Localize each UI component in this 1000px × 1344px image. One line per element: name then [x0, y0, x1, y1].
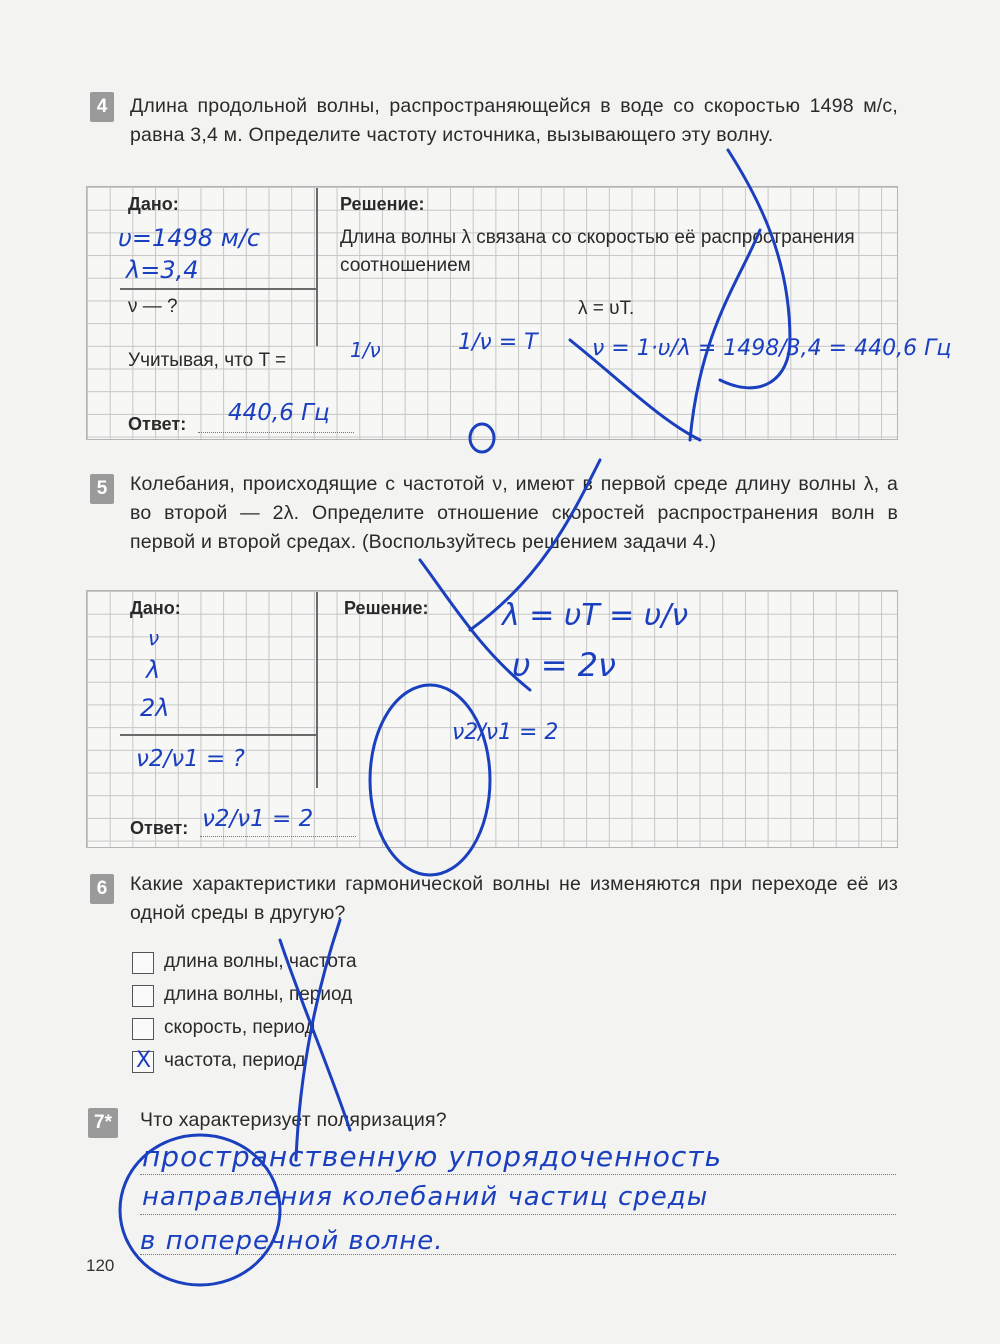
task-4-formula: λ = υT.	[578, 298, 635, 319]
task-5-answer-value: ν2/ν1 = 2	[202, 806, 314, 832]
task-7-answer-line-3-text: в поперечной волне.	[140, 1226, 444, 1256]
task-7-answer-line-1	[140, 1174, 896, 1175]
task-5-given-underline	[120, 734, 318, 736]
option-4-label: частота, период	[164, 1050, 306, 1071]
option-2-checkbox[interactable]	[132, 985, 154, 1007]
task-5-question: Колебания, происходящие с частотой ν, имеют в первой среде длину волны λ, а во второй — 2λ. Определите отношение скоростей распространения волн в первой и второй средах. (Воспользуйтесь решением задачи 4.)	[130, 473, 898, 553]
task-7-question: Что характеризует поляризация?	[140, 1109, 447, 1131]
task-5-given-wavelength-2: 2λ	[140, 694, 170, 722]
task-7-answer-line-2-text: направления колебаний частиц среды	[142, 1182, 709, 1212]
option-4-check-mark: X	[136, 1048, 152, 1073]
task-5-given-frequency: ν	[148, 626, 160, 650]
task-4-given-wavelength: λ=3,4	[126, 256, 199, 284]
task-5-answer-line	[200, 836, 356, 837]
task-7-answer-line-1-text: пространственную упорядоченность	[142, 1140, 723, 1173]
task-5-given-label: Дано:	[130, 598, 181, 618]
task-5-unknown: ν2/ν1 = ?	[136, 746, 245, 772]
task-4-calculation: ν = 1·υ/λ = 1498/3,4 = 440,6 Гц	[592, 336, 952, 361]
task-4-given-label: Дано:	[128, 194, 179, 214]
option-3-checkbox[interactable]	[132, 1018, 154, 1040]
task-7-badge: 7*	[88, 1108, 118, 1138]
task-4-inverse-relation: 1/ν = T	[458, 330, 538, 355]
task-4-solution-label: Решение:	[340, 194, 425, 214]
task-4-divider	[316, 188, 318, 346]
task-5-divider	[316, 592, 318, 788]
task-6-badge: 6	[90, 874, 114, 904]
page-number: 120	[86, 1256, 115, 1275]
task-4-given-underline	[120, 288, 318, 290]
task-5-answer-label: Ответ:	[130, 818, 189, 838]
option-3-label: скорость, период	[164, 1017, 316, 1038]
task-4-answer-value: 440,6 Гц	[228, 400, 330, 426]
task-4-answer-line	[198, 432, 354, 433]
task-5-ratio: ν2/ν1 = 2	[452, 720, 559, 745]
option-2-label: длина волны, период	[164, 984, 353, 1005]
task-4-question: Длина продольной волны, распространяющейся в воде со скоростью 1498 м/с, равна 3,4 м. Определите частоту источника, вызывающего эту волну.	[130, 95, 898, 146]
task-4-solution-text: Длина волны λ связана со скоростью её распространения соотношением	[340, 227, 855, 276]
task-4-considering: Учитывая, что T =	[128, 350, 287, 371]
task-4-answer-label: Ответ:	[128, 414, 187, 434]
task-5-solution-line-2: υ = 2ν	[512, 646, 616, 684]
task-5-badge: 5	[90, 474, 114, 504]
task-6-question: Какие характеристики гармонической волны не изменяются при переходе её из одной среды в другую?	[130, 873, 898, 924]
task-5-solution-line-1: λ = υT = υ/ν	[502, 598, 689, 633]
task-4-unknown: ν — ?	[128, 296, 178, 317]
option-1-checkbox[interactable]	[132, 952, 154, 974]
task-7-answer-line-2	[140, 1214, 896, 1215]
task-5-given-wavelength-1: λ	[146, 656, 161, 684]
option-1-label: длина волны, частота	[164, 951, 357, 972]
task-5-solution-label: Решение:	[344, 598, 429, 618]
task-4-badge: 4	[90, 92, 114, 122]
task-4-t-fraction: 1/ν	[350, 338, 381, 362]
task-4-given-speed: υ=1498 м/с	[118, 224, 261, 252]
